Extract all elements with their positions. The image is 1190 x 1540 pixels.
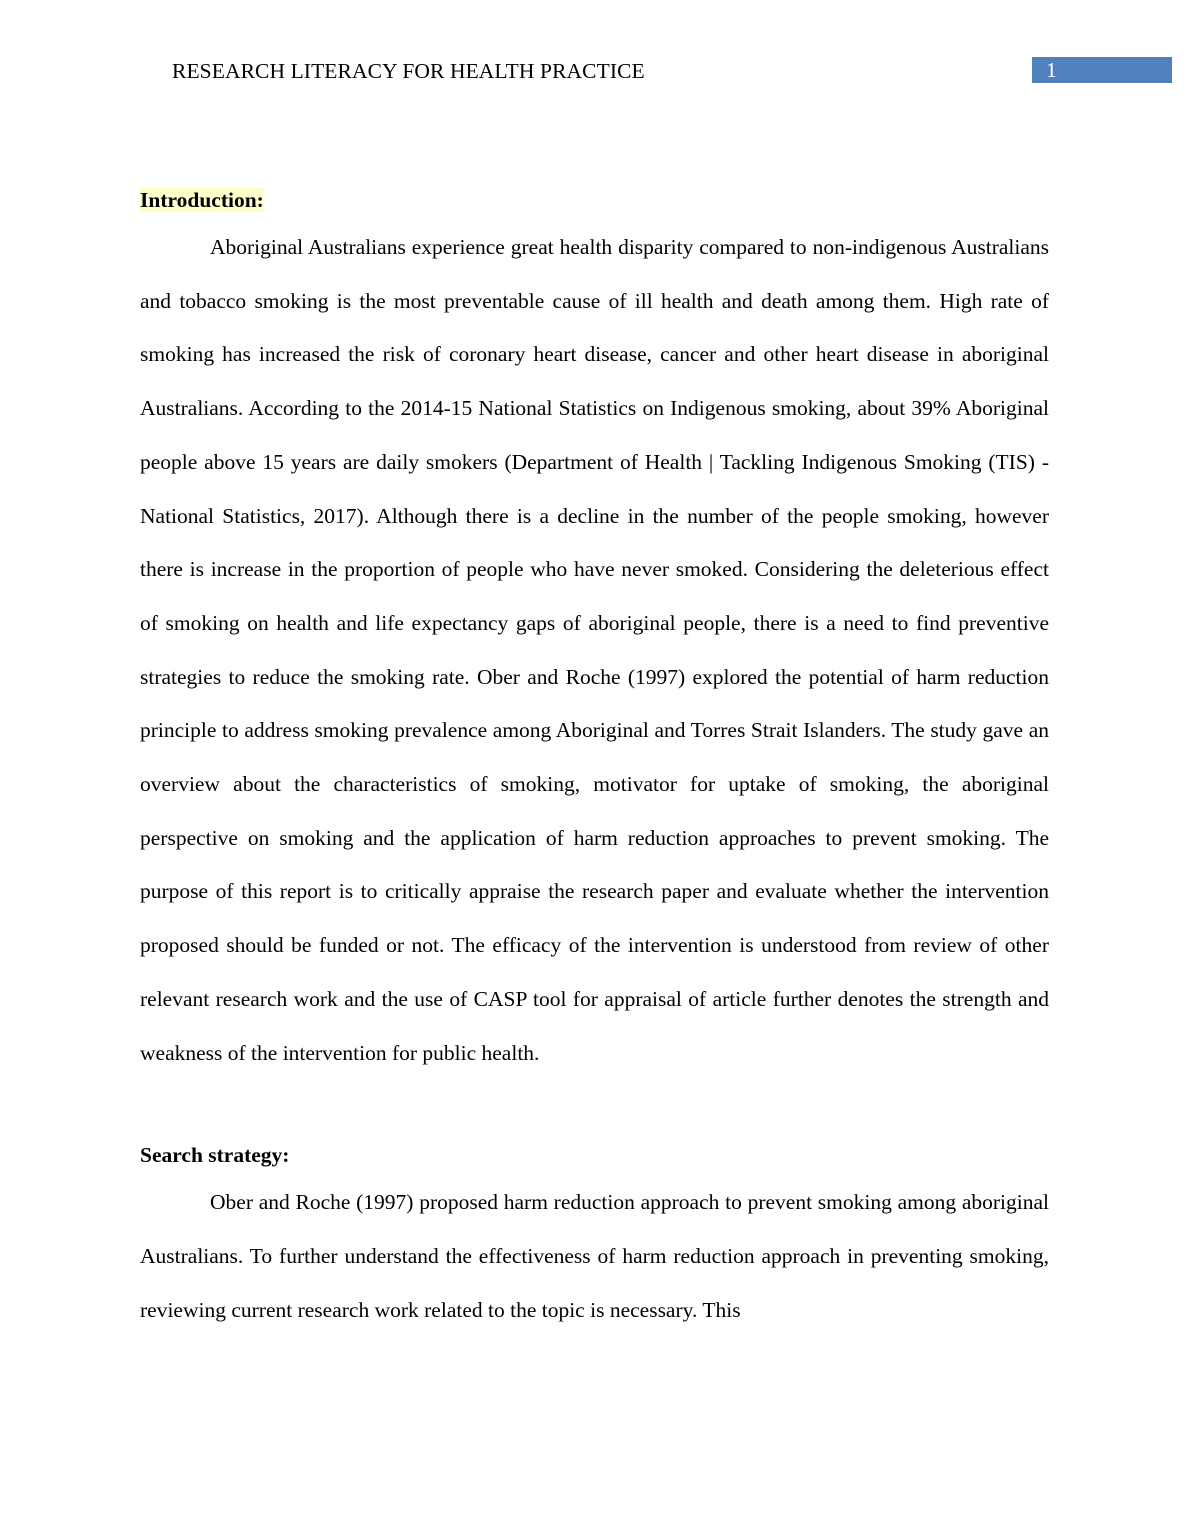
search-strategy-paragraph: Ober and Roche (1997) proposed harm reduction approach to prevent smoking among aboriginal Australians. To further understand the effectiveness of harm reduction approach in preventing smoking, reviewing current research work related to the topic is necessary. This xyxy=(140,1190,1049,1322)
introduction-paragraph: Aboriginal Australians experience great health disparity compared to non-indigenous Australians and tobacco smoking is the most preventable cause of ill health and death among them. High rate of smoking has increased the risk of coronary heart disease, cancer and other heart disease in aboriginal Australians. According to the 2014-15 National Statistics on Indigenous smoking, about 39% Aboriginal people above 15 years are daily smokers (Department of Health | Tackling Indigenous Smoking (TIS) - National Statistics, 2017). Although there is a decline in the number of the people smoking, however there is increase in the proportion of people who have never smoked. Considering the deleterious effect of smoking on health and life expectancy gaps of aboriginal people, there is a need to find preventive strategies to reduce the smoking rate. Ober and Roche (1997) explored the potential of harm reduction principle to address smoking prevalence among Aboriginal and Torres Strait Islanders. The study gave an overview about the characteristics of smoking, motivator for uptake of smoking, the aboriginal perspective on smoking and the application of harm reduction approaches to prevent smoking. The purpose of this report is to critically appraise the research paper and evaluate whether the intervention proposed should be funded or not. The efficacy of the intervention is understood from review of other relevant research work and the use of CASP tool for appraisal of article further denotes the strength and weakness of the intervention for public health. xyxy=(140,235,1049,1065)
running-head: RESEARCH LITERACY FOR HEALTH PRACTICE xyxy=(172,59,645,83)
page-number-box xyxy=(1032,57,1172,83)
document-body xyxy=(140,184,1049,1337)
introduction-heading xyxy=(140,184,1049,216)
page-number: 1 xyxy=(1046,58,1057,82)
introduction-heading-text: Introduction: xyxy=(140,188,264,212)
search-strategy-heading: Search strategy: xyxy=(140,1143,290,1168)
